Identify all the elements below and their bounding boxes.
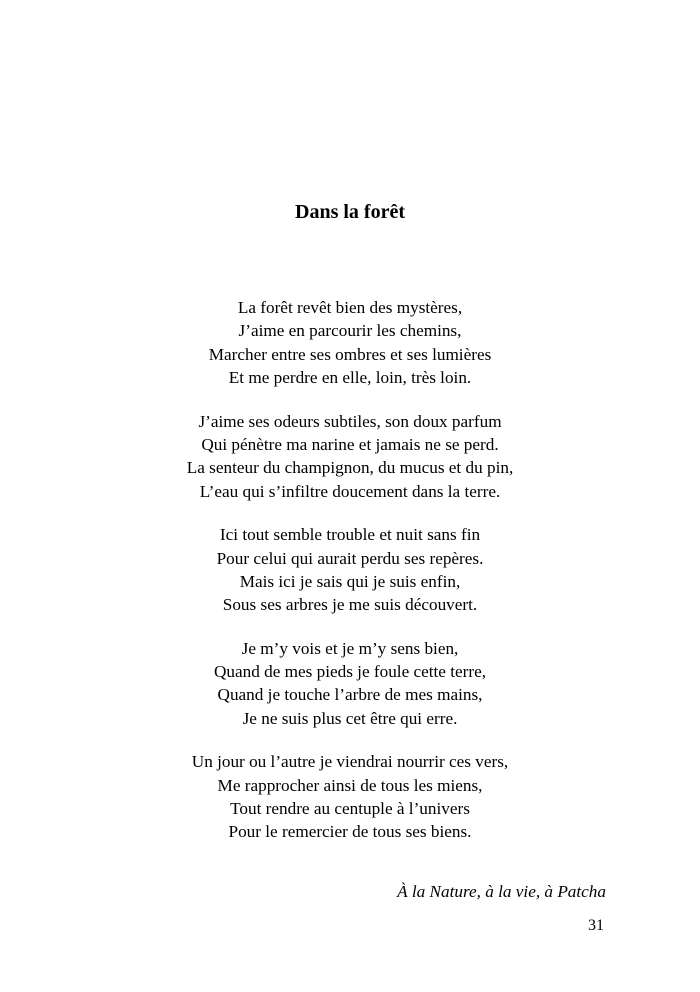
poem-line: Marcher entre ses ombres et ses lumières (208, 344, 492, 364)
stanza-2 (0, 410, 700, 504)
poem-line: Pour le remercier de tous ses biens. (228, 822, 472, 842)
stanza-1 (0, 296, 700, 390)
poem-line: J’aime en parcourir les chemins, (238, 321, 462, 341)
stanza-5 (0, 750, 700, 844)
poem-line: Quand je touche l’arbre de mes mains, (217, 685, 483, 705)
page-number: 31 (588, 917, 604, 934)
stanza-4 (0, 637, 700, 731)
poem-line: Quand de mes pieds je foule cette terre, (213, 662, 487, 682)
dedication: À la Nature, à la vie, à Patcha (397, 882, 606, 901)
poem-line: Pour celui qui aurait perdu ses repères. (216, 548, 484, 568)
poem-line: J’aime ses odeurs subtiles, son doux parfum (198, 411, 502, 431)
poem-line: Ici tout semble trouble et nuit sans fin (219, 525, 481, 545)
poem-line: L’eau qui s’infiltre doucement dans la terre. (199, 481, 501, 501)
poem-body (0, 296, 700, 864)
poem-line: Sous ses arbres je me suis découvert. (222, 595, 478, 615)
poem-line: Un jour ou l’autre je viendrai nourrir ces vers, (191, 752, 509, 772)
poem-line: Me rapprocher ainsi de tous les miens, (217, 775, 483, 795)
poem-line: La forêt revêt bien des mystères, (237, 298, 463, 317)
poem-line: Je ne suis plus cet être qui erre. (242, 708, 458, 728)
poem-title: Dans la forêt (295, 201, 405, 223)
poem-line: Je m’y vois et je m’y sens bien, (241, 638, 459, 658)
poem-line: La senteur du champignon, du mucus et du pin, (186, 458, 514, 478)
poem-line: Et me perdre en elle, loin, très loin. (228, 368, 472, 388)
poem-line: Tout rendre au centuple à l’univers (230, 799, 470, 819)
poem-line: Mais ici je sais qui je suis enfin, (239, 571, 461, 591)
poem-line: Qui pénètre ma narine et jamais ne se perd. (201, 434, 499, 454)
stanza-3 (0, 523, 700, 617)
